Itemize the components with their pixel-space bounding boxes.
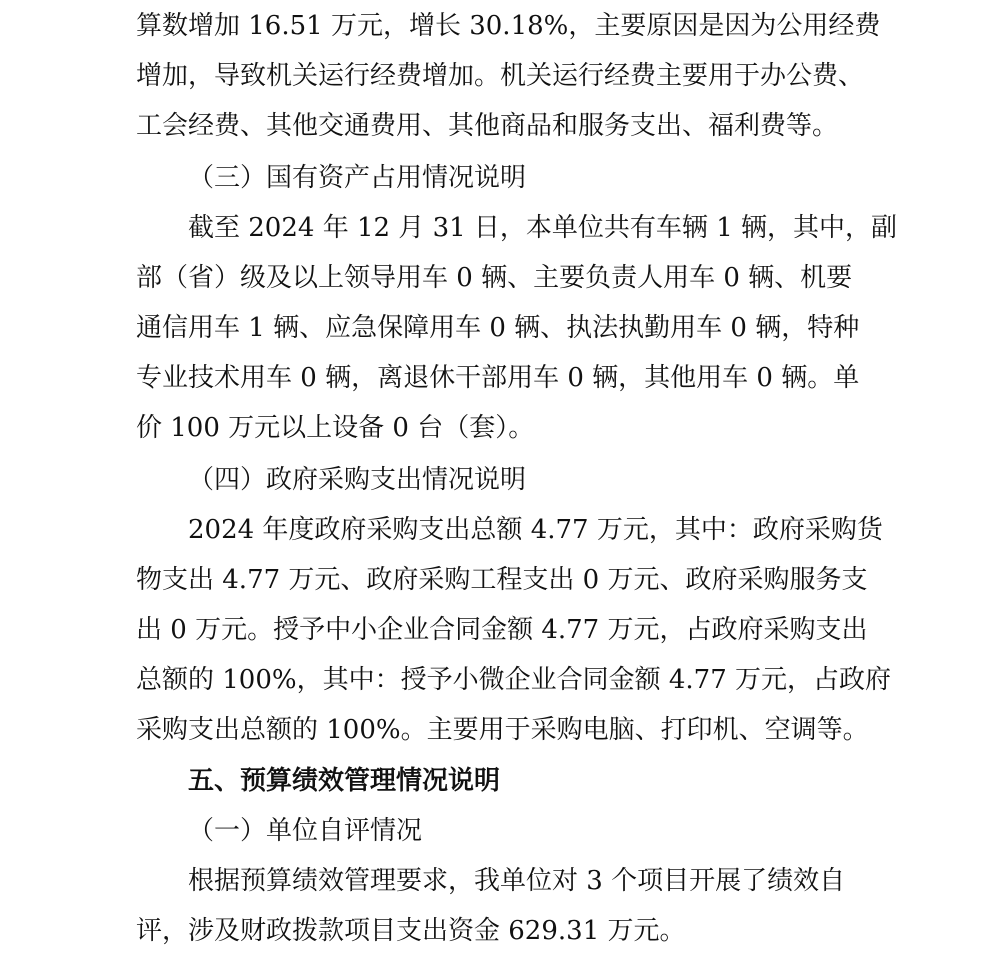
paragraph-line: 截至 2024 年 12 月 31 日，本单位共有车辆 1 辆，其中，副 — [188, 213, 897, 243]
paragraph-line: 价 100 万元以上设备 0 台（套）。 — [136, 413, 535, 443]
paragraph-line: 部（省）级及以上领导用车 0 辆、主要负责人用车 0 辆、机要 — [136, 263, 853, 293]
subsection-heading-self-eval: （一）单位自评情况 — [188, 816, 423, 846]
paragraph-line: 通信用车 1 辆、应急保障用车 0 辆、执法执勤用车 0 辆，特种 — [136, 313, 860, 343]
paragraph-line: 2024 年度政府采购支出总额 4.77 万元，其中：政府采购货 — [188, 515, 883, 545]
paragraph-line: 评，涉及财政拨款项目支出资金 629.31 万元。 — [136, 916, 686, 946]
section-heading-assets: （三）国有资产占用情况说明 — [188, 163, 527, 193]
paragraph-line: 算数增加 16.51 万元，增长 30.18%，主要原因是因为公用经费 — [136, 11, 881, 41]
section-heading-procurement: （四）政府采购支出情况说明 — [188, 465, 527, 495]
paragraph-line: 专业技术用车 0 辆，离退休干部用车 0 辆，其他用车 0 辆。单 — [136, 363, 860, 393]
paragraph-line: 根据预算绩效管理要求，我单位对 3 个项目开展了绩效自 — [188, 866, 846, 896]
paragraph-line: 物支出 4.77 万元、政府采购工程支出 0 万元、政府采购服务支 — [136, 565, 868, 595]
section-heading-performance: 五、预算绩效管理情况说明 — [188, 766, 501, 796]
paragraph-line: 采购支出总额的 100%。主要用于采购电脑、打印机、空调等。 — [136, 715, 869, 745]
paragraph-line: 总额的 100%，其中：授予小微企业合同金额 4.77 万元，占政府 — [136, 665, 892, 695]
paragraph-line: 工会经费、其他交通费用、其他商品和服务支出、福利费等。 — [136, 111, 839, 141]
paragraph-line: 出 0 万元。授予中小企业合同金额 4.77 万元，占政府采购支出 — [136, 615, 868, 645]
paragraph-line: 增加，导致机关运行经费增加。机关运行经费主要用于办公费、 — [136, 61, 865, 91]
